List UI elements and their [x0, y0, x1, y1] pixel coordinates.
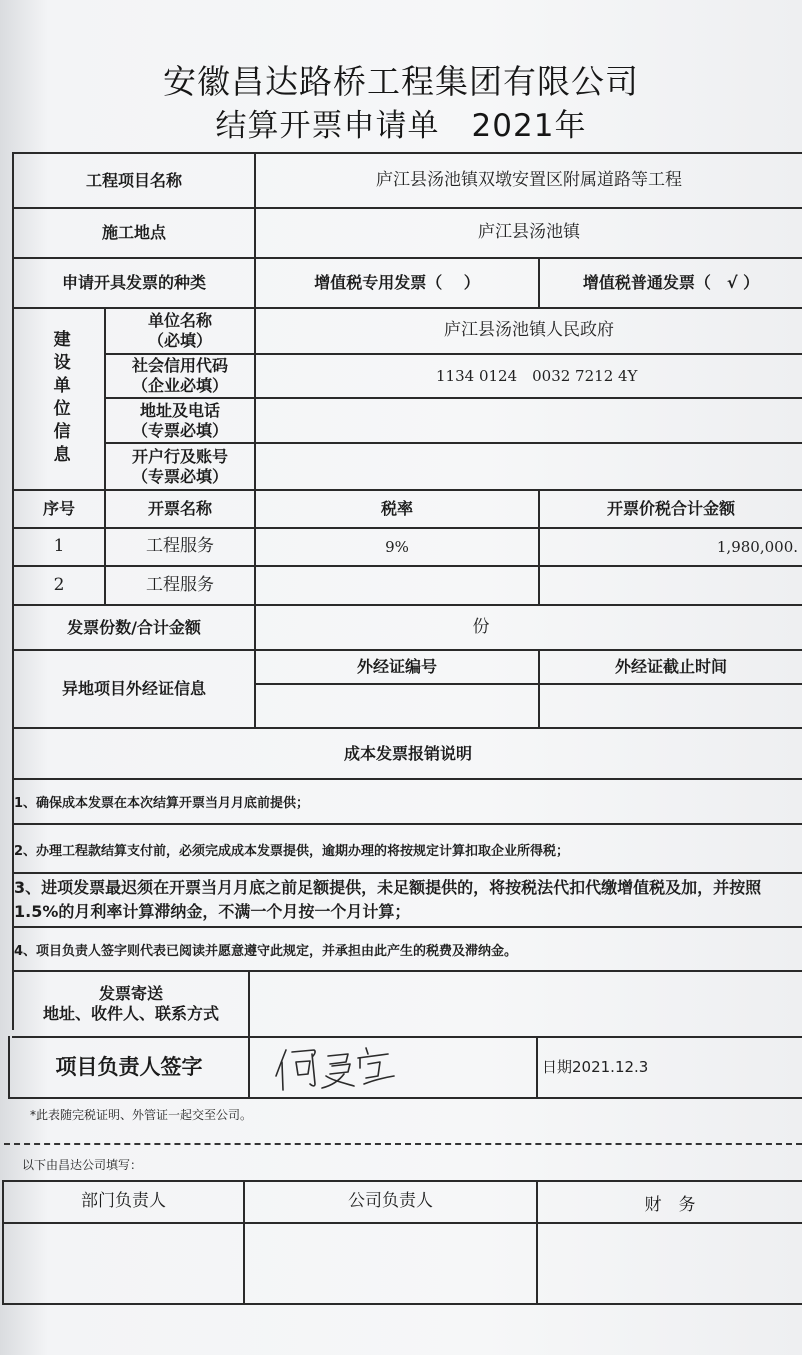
- credit-code-note: （企业必填）: [131, 376, 228, 395]
- site-value: 庐江县汤池镇: [478, 222, 580, 243]
- notes-title: 成本发票报销说明: [343, 743, 472, 763]
- note-2: 2、办理工程款结算支付前，必须完成成本发票提供，逾期办理的将按规定计算扣取企业所得税；: [14, 844, 570, 859]
- col-header-rate: 税率: [380, 499, 413, 518]
- offsite-info-label: 异地项目外经证信息: [61, 679, 206, 698]
- buyer-name-label-text: 单位名称: [147, 311, 212, 330]
- signature-date: 日期2021.12.3: [542, 1058, 649, 1077]
- item-1-amount: 1,980,000.: [716, 537, 798, 556]
- offsite-cert-no-label: 外经证编号: [356, 657, 437, 676]
- normal-invoice-option: 增值税普通发票（ √ ）: [582, 273, 760, 292]
- note-3: 3、进项发票最迟须在开票当月月底之前足额提供，未足额提供的，将按税法代扣代缴增值税及加，并按照1.5%的月利率计算滞纳金，不满一个月按一个月计算；: [14, 878, 762, 921]
- offsite-cert-deadline-label: 外经证截止时间: [614, 657, 727, 676]
- col-header-name: 开票名称: [147, 499, 212, 518]
- bank-account-label-text: 开户行及账号: [131, 446, 228, 466]
- invoice-type-label: 申请开具发票的种类: [61, 273, 206, 292]
- bank-account-note: （专票必填）: [131, 466, 228, 486]
- special-invoice-option: 增值税专用发票（ ）: [314, 273, 480, 292]
- address-phone-label: [106, 399, 254, 442]
- buyer-name-value: 庐江县汤池镇人民政府: [444, 320, 614, 341]
- credit-code-value: 1134 0124 0032 7212 4Y: [436, 366, 638, 385]
- bank-account-value: [256, 444, 802, 489]
- cut-line: [4, 1143, 802, 1145]
- item-2-amount: [540, 567, 802, 604]
- company-head-header: 公司负责人: [348, 1191, 433, 1212]
- address-phone-label-text: 地址及电话: [139, 400, 220, 420]
- col-header-amount: 开票价税合计金额: [606, 499, 735, 518]
- credit-code-label-text: 社会信用代码: [131, 356, 228, 375]
- invoice-count-unit: 份: [472, 616, 490, 637]
- buyer-name-label: [106, 309, 254, 353]
- footnote: *此表随完税证明、外管证一起交至公司。: [30, 1108, 253, 1122]
- form-title: 结算开票申请单 2021年: [215, 108, 587, 144]
- bank-account-label: [106, 444, 254, 489]
- item-1-name: 工程服务: [146, 536, 214, 557]
- col-header-no: 序号: [42, 499, 75, 518]
- dept-head-header: 部门负责人: [81, 1191, 166, 1212]
- credit-code-label: [106, 355, 254, 397]
- item-1-no: 1: [53, 536, 65, 557]
- address-phone-note: （专票必填）: [131, 420, 228, 440]
- delivery-label-line2: 地址、收件人、联系方式: [42, 1004, 219, 1023]
- item-2-name: 工程服务: [146, 574, 214, 595]
- delivery-label: [14, 972, 248, 1036]
- buyer-info-group-label: 建设单位信息: [49, 330, 70, 468]
- finance-header: 财 务: [644, 1195, 696, 1216]
- site-label: 施工地点: [101, 223, 166, 242]
- address-phone-value: [256, 399, 802, 442]
- company-name: 安徽昌达路桥工程集团有限公司: [163, 62, 639, 101]
- item-1-rate: 9%: [385, 537, 409, 556]
- handwritten-signature: [270, 1040, 420, 1095]
- item-2-rate: [256, 567, 538, 604]
- invoice-count-label: 发票份数/合计金额: [67, 617, 201, 637]
- project-name-value: 庐江县汤池镇双墩安置区附属道路等工程: [376, 169, 682, 190]
- buyer-name-note: （必填）: [147, 331, 212, 350]
- company-section-label: 以下由昌达公司填写：: [22, 1158, 143, 1172]
- delivery-label-line1: 发票寄送: [98, 984, 163, 1003]
- note-4: 4、项目负责人签字则代表已阅读并愿意遵守此规定，并承担由此产生的税费及滞纳金。: [14, 944, 518, 959]
- note-1: 1、确保成本发票在本次结算开票当月月底前提供；: [14, 796, 310, 811]
- project-name-label: 工程项目名称: [85, 170, 182, 190]
- item-2-no: 2: [53, 574, 65, 595]
- signature-label: 项目负责人签字: [55, 1055, 203, 1080]
